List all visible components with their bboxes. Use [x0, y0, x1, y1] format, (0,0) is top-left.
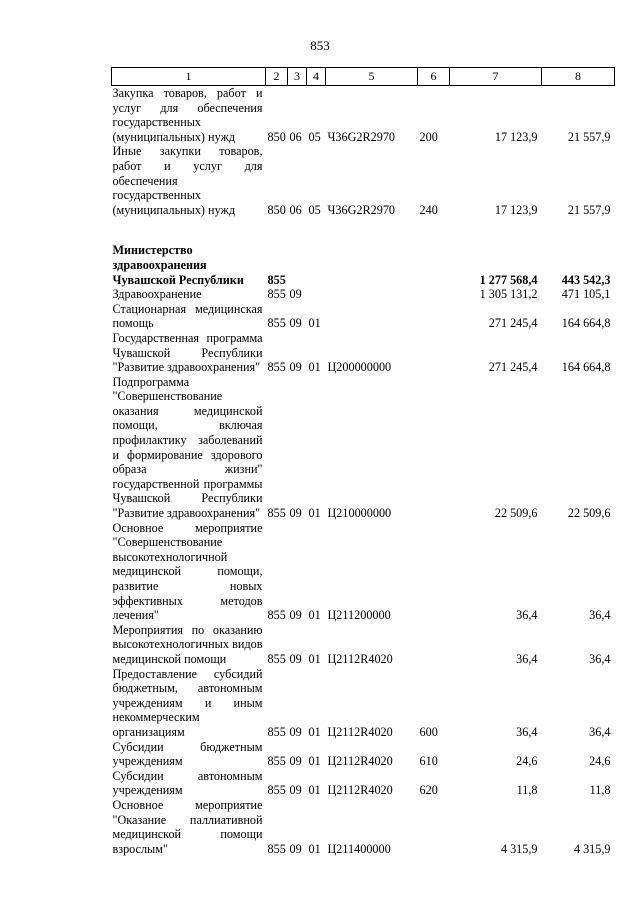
row-target-article: Ц211400000	[327, 841, 391, 856]
table-row	[112, 521, 615, 623]
row-amount-2: 4 315,9	[573, 841, 611, 856]
row-subsection: 05	[308, 202, 321, 217]
table-row	[112, 144, 615, 217]
row-amount-2: 21 557,9	[567, 129, 611, 144]
row-target-article	[326, 217, 418, 287]
row-section: 09	[289, 608, 302, 623]
row-expense-type: 200	[419, 129, 438, 144]
row-amount-1: 36,4	[516, 608, 538, 623]
row-amount-2: 24,6	[589, 754, 611, 769]
row-section	[288, 217, 307, 287]
row-section: 09	[289, 754, 302, 769]
row-target-article: Ц2112R4020	[327, 754, 393, 769]
row-name: Стационарная медицинская помощь	[112, 301, 263, 331]
table-row	[112, 287, 615, 302]
row-section: 09	[289, 841, 302, 856]
row-ministry-code: 855	[267, 287, 286, 302]
row-amount-2: 164 664,8	[561, 316, 611, 331]
row-subsection: 01	[308, 608, 321, 623]
row-subsection	[307, 217, 326, 287]
row-name: Мероприятия по оказанию высокотехнологичных видов медицинской помощи	[112, 622, 263, 666]
row-amount-2: 21 557,9	[567, 202, 611, 217]
row-target-article: Ц2112R4020	[327, 783, 393, 798]
row-target-article: Ц200000000	[327, 360, 392, 375]
row-ministry-code: 855	[267, 272, 286, 287]
row-expense-type	[418, 287, 450, 302]
row-expense-type	[418, 375, 450, 521]
row-amount-2: 36,4	[589, 724, 611, 739]
table-header-row	[112, 68, 615, 86]
row-expense-type	[418, 217, 450, 287]
row-expense-type	[418, 302, 450, 331]
row-subsection: 01	[308, 754, 321, 769]
budget-table	[111, 67, 615, 856]
row-amount-1: 11,8	[516, 783, 538, 798]
row-amount-1: 36,4	[516, 651, 538, 666]
row-name: Основное мероприятие "Оказание паллиативной медицинской помощи взрослым"	[112, 797, 263, 856]
page-number: 853	[310, 38, 330, 53]
row-ministry-code: 855	[267, 841, 286, 856]
header-col-2: 2	[266, 68, 288, 86]
row-amount-1: 36,4	[516, 724, 538, 739]
row-expense-type	[418, 331, 450, 375]
row-ministry-code: 855	[267, 608, 286, 623]
row-expense-type	[418, 521, 450, 623]
row-name: Субсидии бюджетным учреждениям	[112, 739, 263, 769]
row-target-article	[326, 302, 418, 331]
row-ministry-code: 850	[267, 202, 286, 217]
row-amount-2: 164 664,8	[561, 360, 611, 375]
row-section: 09	[289, 287, 302, 302]
row-amount-1: 1 305 131,2	[479, 287, 538, 302]
row-subsection: 01	[308, 724, 321, 739]
row-ministry-code: 855	[267, 651, 286, 666]
row-amount-2: 36,4	[589, 651, 611, 666]
row-section: 06	[289, 129, 302, 144]
row-target-article	[326, 287, 418, 302]
row-amount-2: 471 105,1	[561, 287, 611, 302]
row-subsection: 01	[308, 316, 321, 331]
row-section: 09	[289, 724, 302, 739]
row-name: Закупка товаров, работ и услуг для обеспечения государственных (муниципальных) нужд	[112, 86, 263, 144]
row-name: Основное мероприятие "Совершенствование высокотехнологичной медицинской помощи, развитие новых эффективных методов лечения"	[112, 520, 263, 623]
row-name: Предоставление субсидий бюджетным, автономным учреждениям и иным некоммерческим организациям	[112, 666, 263, 739]
row-section: 09	[289, 360, 302, 375]
row-target-article: Ч36G2R2970	[327, 202, 396, 217]
row-section: 09	[289, 651, 302, 666]
row-section: 09	[289, 783, 302, 798]
row-amount-2: 443 542,3	[561, 272, 611, 287]
row-amount-2: 11,8	[589, 783, 611, 798]
row-amount-1: 24,6	[516, 754, 538, 769]
row-name: Министерство здравоохранения Чувашской Республики	[112, 243, 244, 287]
row-ministry-code: 855	[267, 724, 286, 739]
header-col-6: 6	[418, 68, 450, 86]
row-amount-1: 17 123,9	[494, 202, 538, 217]
row-expense-type	[418, 623, 450, 667]
row-ministry-code: 855	[267, 360, 286, 375]
row-subsection: 05	[308, 129, 321, 144]
table-row	[112, 86, 615, 145]
header-col-3: 3	[288, 68, 307, 86]
row-ministry-code: 855	[267, 316, 286, 331]
table-row	[112, 302, 615, 331]
row-amount-1: 22 509,6	[494, 506, 538, 521]
row-amount-1: 271 245,4	[488, 316, 538, 331]
row-section: 06	[289, 202, 302, 217]
row-expense-type: 610	[419, 754, 438, 769]
header-col-7: 7	[450, 68, 542, 86]
row-expense-type: 620	[419, 783, 438, 798]
header-col-8: 8	[542, 68, 615, 86]
row-expense-type: 240	[419, 202, 438, 217]
row-subsection: 01	[308, 651, 321, 666]
row-name: Здравоохранение	[112, 287, 202, 302]
row-ministry-code: 855	[267, 754, 286, 769]
row-name: Подпрограмма "Совершенствование оказания медицинской помощи, включая профилактику заболеваний и формирование здорового образа жизни" государственной программы Чувашской Республики "Развитие здравоохранения"	[112, 374, 263, 521]
table-row	[112, 798, 615, 856]
table-row	[112, 217, 615, 287]
row-subsection: 01	[308, 841, 321, 856]
row-name: Иные закупки товаров, работ и услуг для обеспечения государственных (муниципальных) нужд	[112, 144, 263, 217]
row-amount-2: 36,4	[589, 608, 611, 623]
table-row	[112, 331, 615, 375]
header-col-1: 1	[112, 68, 266, 86]
row-subsection: 01	[308, 506, 321, 521]
row-amount-1: 4 315,9	[500, 841, 538, 856]
table-row	[112, 769, 615, 798]
row-target-article: Ч36G2R2970	[327, 129, 396, 144]
row-expense-type	[418, 798, 450, 856]
row-amount-1: 271 245,4	[488, 360, 538, 375]
row-target-article: Ц2112R4020	[327, 651, 393, 666]
header-col-4: 4	[307, 68, 326, 86]
row-expense-type: 600	[419, 724, 438, 739]
row-ministry-code: 855	[267, 783, 286, 798]
row-subsection	[307, 287, 326, 302]
row-target-article: Ц2112R4020	[327, 724, 393, 739]
row-ministry-code: 855	[267, 506, 286, 521]
row-amount-2: 22 509,6	[567, 506, 611, 521]
table-row	[112, 667, 615, 740]
row-name: Субсидии автономным учреждениям	[112, 768, 263, 798]
table-row	[112, 375, 615, 521]
row-amount-1: 17 123,9	[494, 129, 538, 144]
row-section: 09	[289, 316, 302, 331]
row-name: Государственная программа Чувашской Республики "Развитие здравоохранения"	[112, 330, 263, 375]
row-amount-1: 1 277 568,4	[479, 272, 538, 287]
row-section: 09	[289, 506, 302, 521]
table-row	[112, 740, 615, 769]
table-row	[112, 623, 615, 667]
row-target-article: Ц210000000	[327, 506, 392, 521]
row-ministry-code: 850	[267, 129, 286, 144]
row-subsection: 01	[308, 360, 321, 375]
header-col-5: 5	[326, 68, 418, 86]
row-subsection: 01	[308, 783, 321, 798]
row-target-article: Ц211200000	[327, 608, 391, 623]
